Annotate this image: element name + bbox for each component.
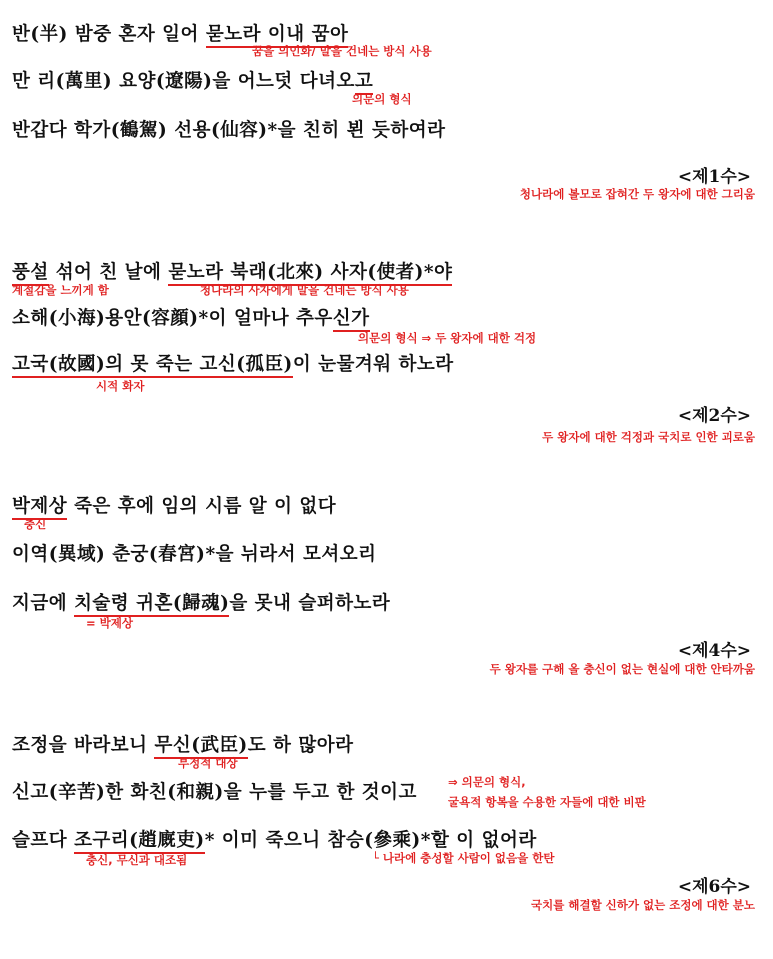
poem4-line3-text-a: 슬프다 [12, 830, 75, 851]
poem1-line1-text: 반(半) 밤중 혼자 일어 [12, 24, 206, 45]
poem3-summary: 두 왕자를 구해 올 충신이 없는 현실에 대한 안타까움 [489, 662, 755, 676]
poem3-line3-text-a: 지금에 [12, 593, 75, 614]
poem2-line2-text: 소해(小海)용안(容顔)*이 얼마나 추우 [12, 308, 333, 329]
poem2-line1 [12, 258, 452, 284]
poem4-line1-text-b: 도 하 많아라 [247, 735, 354, 756]
poem2-line3-underlined: 고국(故國)의 못 죽는 고신(孤臣) [12, 354, 293, 378]
poem3-note2: = 박제상 [86, 616, 133, 630]
poem4-note5: └ 나라에 충성할 사람이 없음을 한탄 [372, 851, 555, 865]
poem1-line2-text: 만 리(萬里) 요양(遼陽)을 어느덧 다녀오 [12, 71, 355, 92]
poem4-line3-text-b: * 이미 죽으니 참승(參乘)*할 이 없어라 [204, 830, 537, 851]
poem2-note3: 의문의 형식 ⇒ 두 왕자에 대한 걱정 [358, 331, 537, 345]
poem2-note2: 청나라의 사자에게 말을 건네는 방식 사용 [200, 283, 409, 297]
poem3-line3-underlined: 치술령 귀혼(歸魂) [74, 593, 229, 617]
poem2-summary: 두 왕자에 대한 걱정과 국치로 인한 괴로움 [542, 430, 755, 444]
poem2-line1-underlined-a: 풍설 [12, 262, 49, 286]
poem1-line2 [12, 67, 373, 93]
poem4-number: <제6수> [677, 877, 751, 897]
poem2-line3 [12, 350, 454, 376]
poem2-number: <제2수> [677, 406, 751, 426]
poem3-line1-underlined: 박제상 [12, 496, 67, 520]
poem1-note1: 꿈을 의인화/ 말을 건네는 방식 사용 [252, 44, 432, 58]
poem2-line2 [12, 304, 370, 330]
poem1-number: <제1수> [677, 167, 751, 187]
poem4-line1-text-a: 조정을 바라보니 [12, 735, 155, 756]
poem2-line2-underlined: 신가 [333, 308, 370, 332]
poem4-line1-underlined: 무신(武臣) [154, 735, 247, 759]
poem2-line3-text: 이 눈물겨워 하노라 [292, 354, 454, 375]
poem1-summary: 청나라에 볼모로 잡혀간 두 왕자에 대한 그리움 [519, 187, 755, 201]
poem4-note3: 굴욕적 항복을 수용한 자들에 대한 비판 [448, 795, 646, 809]
poem1-line2-underlined: 고 [355, 71, 373, 95]
poem4-note2: ⇒ 의문의 형식, [448, 775, 526, 789]
poem3-line3 [12, 589, 390, 615]
poem3-line3-text-b: 을 못내 슬퍼하노라 [229, 593, 391, 614]
poem4-summary: 국치를 해결할 신하가 없는 조정에 대한 분노 [531, 898, 755, 912]
poem4-line3-underlined: 조구리(趙廐吏) [74, 830, 205, 854]
poem4-line1 [12, 731, 353, 757]
poem4-line2: 신고(辛苦)한 화친(和親)을 누를 두고 한 것이고 [12, 782, 417, 803]
poem3-line1-text: 죽은 후에 임의 시름 알 이 없다 [67, 496, 337, 517]
poem3-line1 [12, 492, 336, 518]
poem3-note1: 충신 [24, 517, 47, 531]
poem4-note1: 부정적 대상 [178, 756, 238, 770]
poem2-line1-underlined-b: 묻노라 북래(北來) 사자(使者)*야 [168, 262, 452, 286]
poem4-line3 [12, 826, 537, 852]
poem3-line2: 이역(異域) 춘궁(春宮)*을 뉘라서 모셔오리 [12, 544, 377, 565]
poem1-line3: 반갑다 학가(鶴駕) 선용(仙容)*을 친히 뵌 듯하여라 [12, 120, 446, 141]
poem1-note2: 의문의 형식 [352, 92, 412, 106]
poem1-line1-underlined: 묻노라 이내 꿈아 [206, 24, 348, 48]
poem4-note4: 충신, 무신과 대조됨 [86, 853, 188, 867]
poem3-number: <제4수> [677, 641, 751, 661]
poem2-note4: 시적 화자 [96, 379, 145, 393]
poem2-line1-text: 섞어 친 날에 [48, 262, 169, 283]
poem2-note1: 계절감을 느끼게 함 [12, 283, 109, 297]
